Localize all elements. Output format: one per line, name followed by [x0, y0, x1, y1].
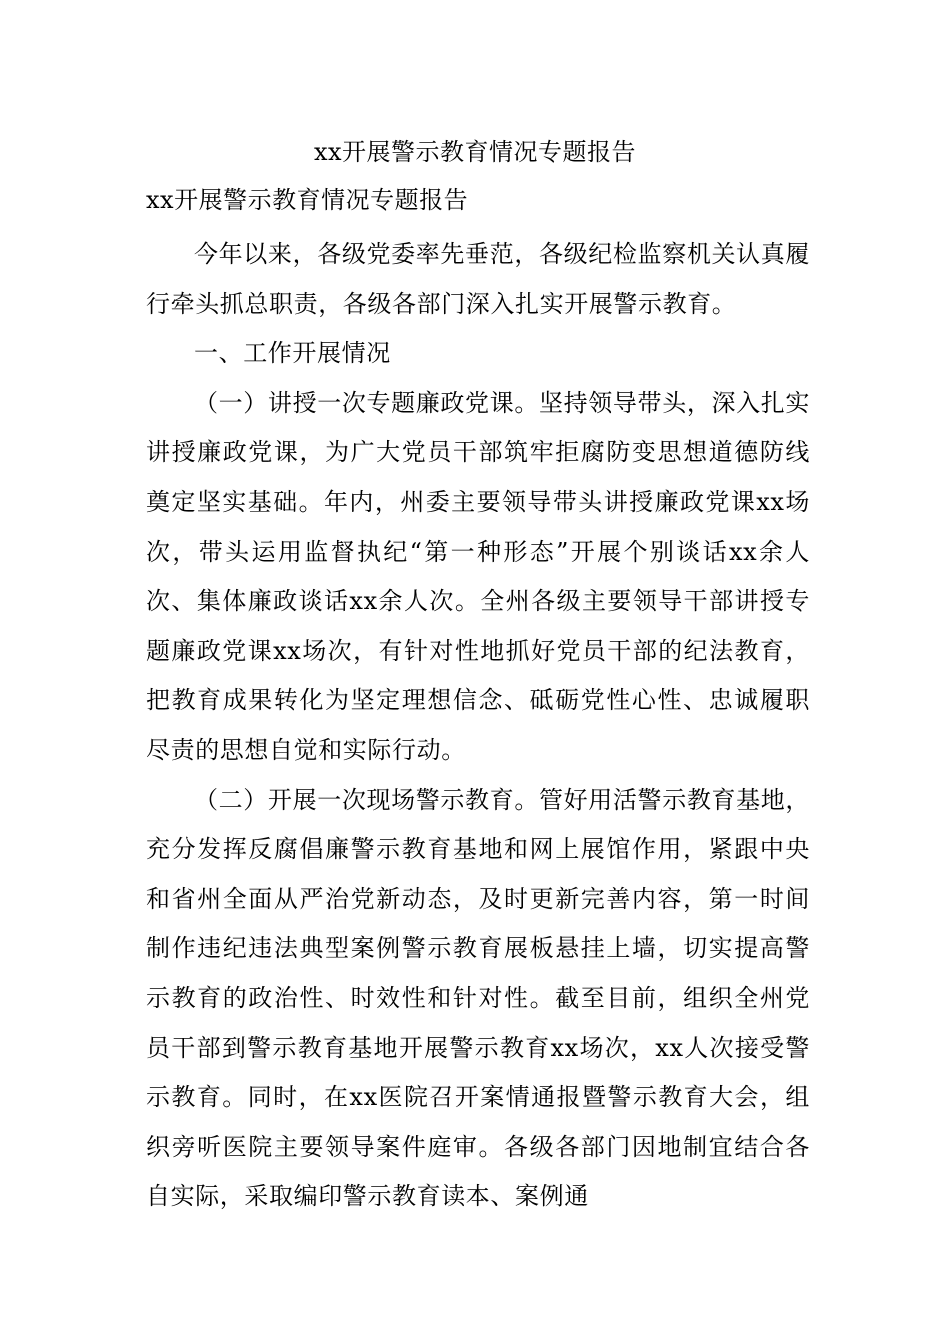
intro-paragraph: 今年以来，各级党委率先垂范，各级纪检监察机关认真履行牵头抓总职责，各级各部门深入扎实开展警示教育。	[146, 240, 810, 318]
document-title: xx开展警示教育情况专题报告	[313, 138, 637, 166]
section-heading: 一、工作开展情况	[194, 339, 391, 368]
document-body	[146, 230, 810, 1222]
section-paragraph-2: （二）开展一次现场警示教育。管好用活警示教育基地，充分发挥反腐倡廉警示教育基地和网上展馆作用，紧跟中央和省州全面从严治党新动态，及时更新完善内容，第一时间制作违纪违法典型案例警示教育展板悬挂上墙，切实提高警示教育的政治性、时效性和针对性。截至目前，组织全州党员干部到警示教育基地开展警示教育xx场次，xx人次接受警示教育。同时，在xx医院召开案情通报暨警示教育大会，组织旁听医院主要领导案件庭审。各级各部门因地制宜结合各自实际，采取编印警示教育读本、案例通	[146, 785, 810, 1211]
section-paragraph-1: （一）讲授一次专题廉政党课。坚持领导带头，深入扎实讲授廉政党课，为广大党员干部筑牢拒腐防变思想道德防线奠定坚实基础。年内，州委主要领导带头讲授廉政党课xx场次，带头运用监督执纪“第一种形态”开展个别谈话xx余人次、集体廉政谈话xx余人次。全州各级主要领导干部讲授专题廉政党课xx场次，有针对性地抓好党员干部的纪法教育，把教育成果转化为坚定理想信念、砥砺党性心性、忠诚履职尽责的思想自觉和实际行动。	[146, 388, 810, 764]
document-subtitle: xx开展警示教育情况专题报告	[146, 186, 469, 214]
